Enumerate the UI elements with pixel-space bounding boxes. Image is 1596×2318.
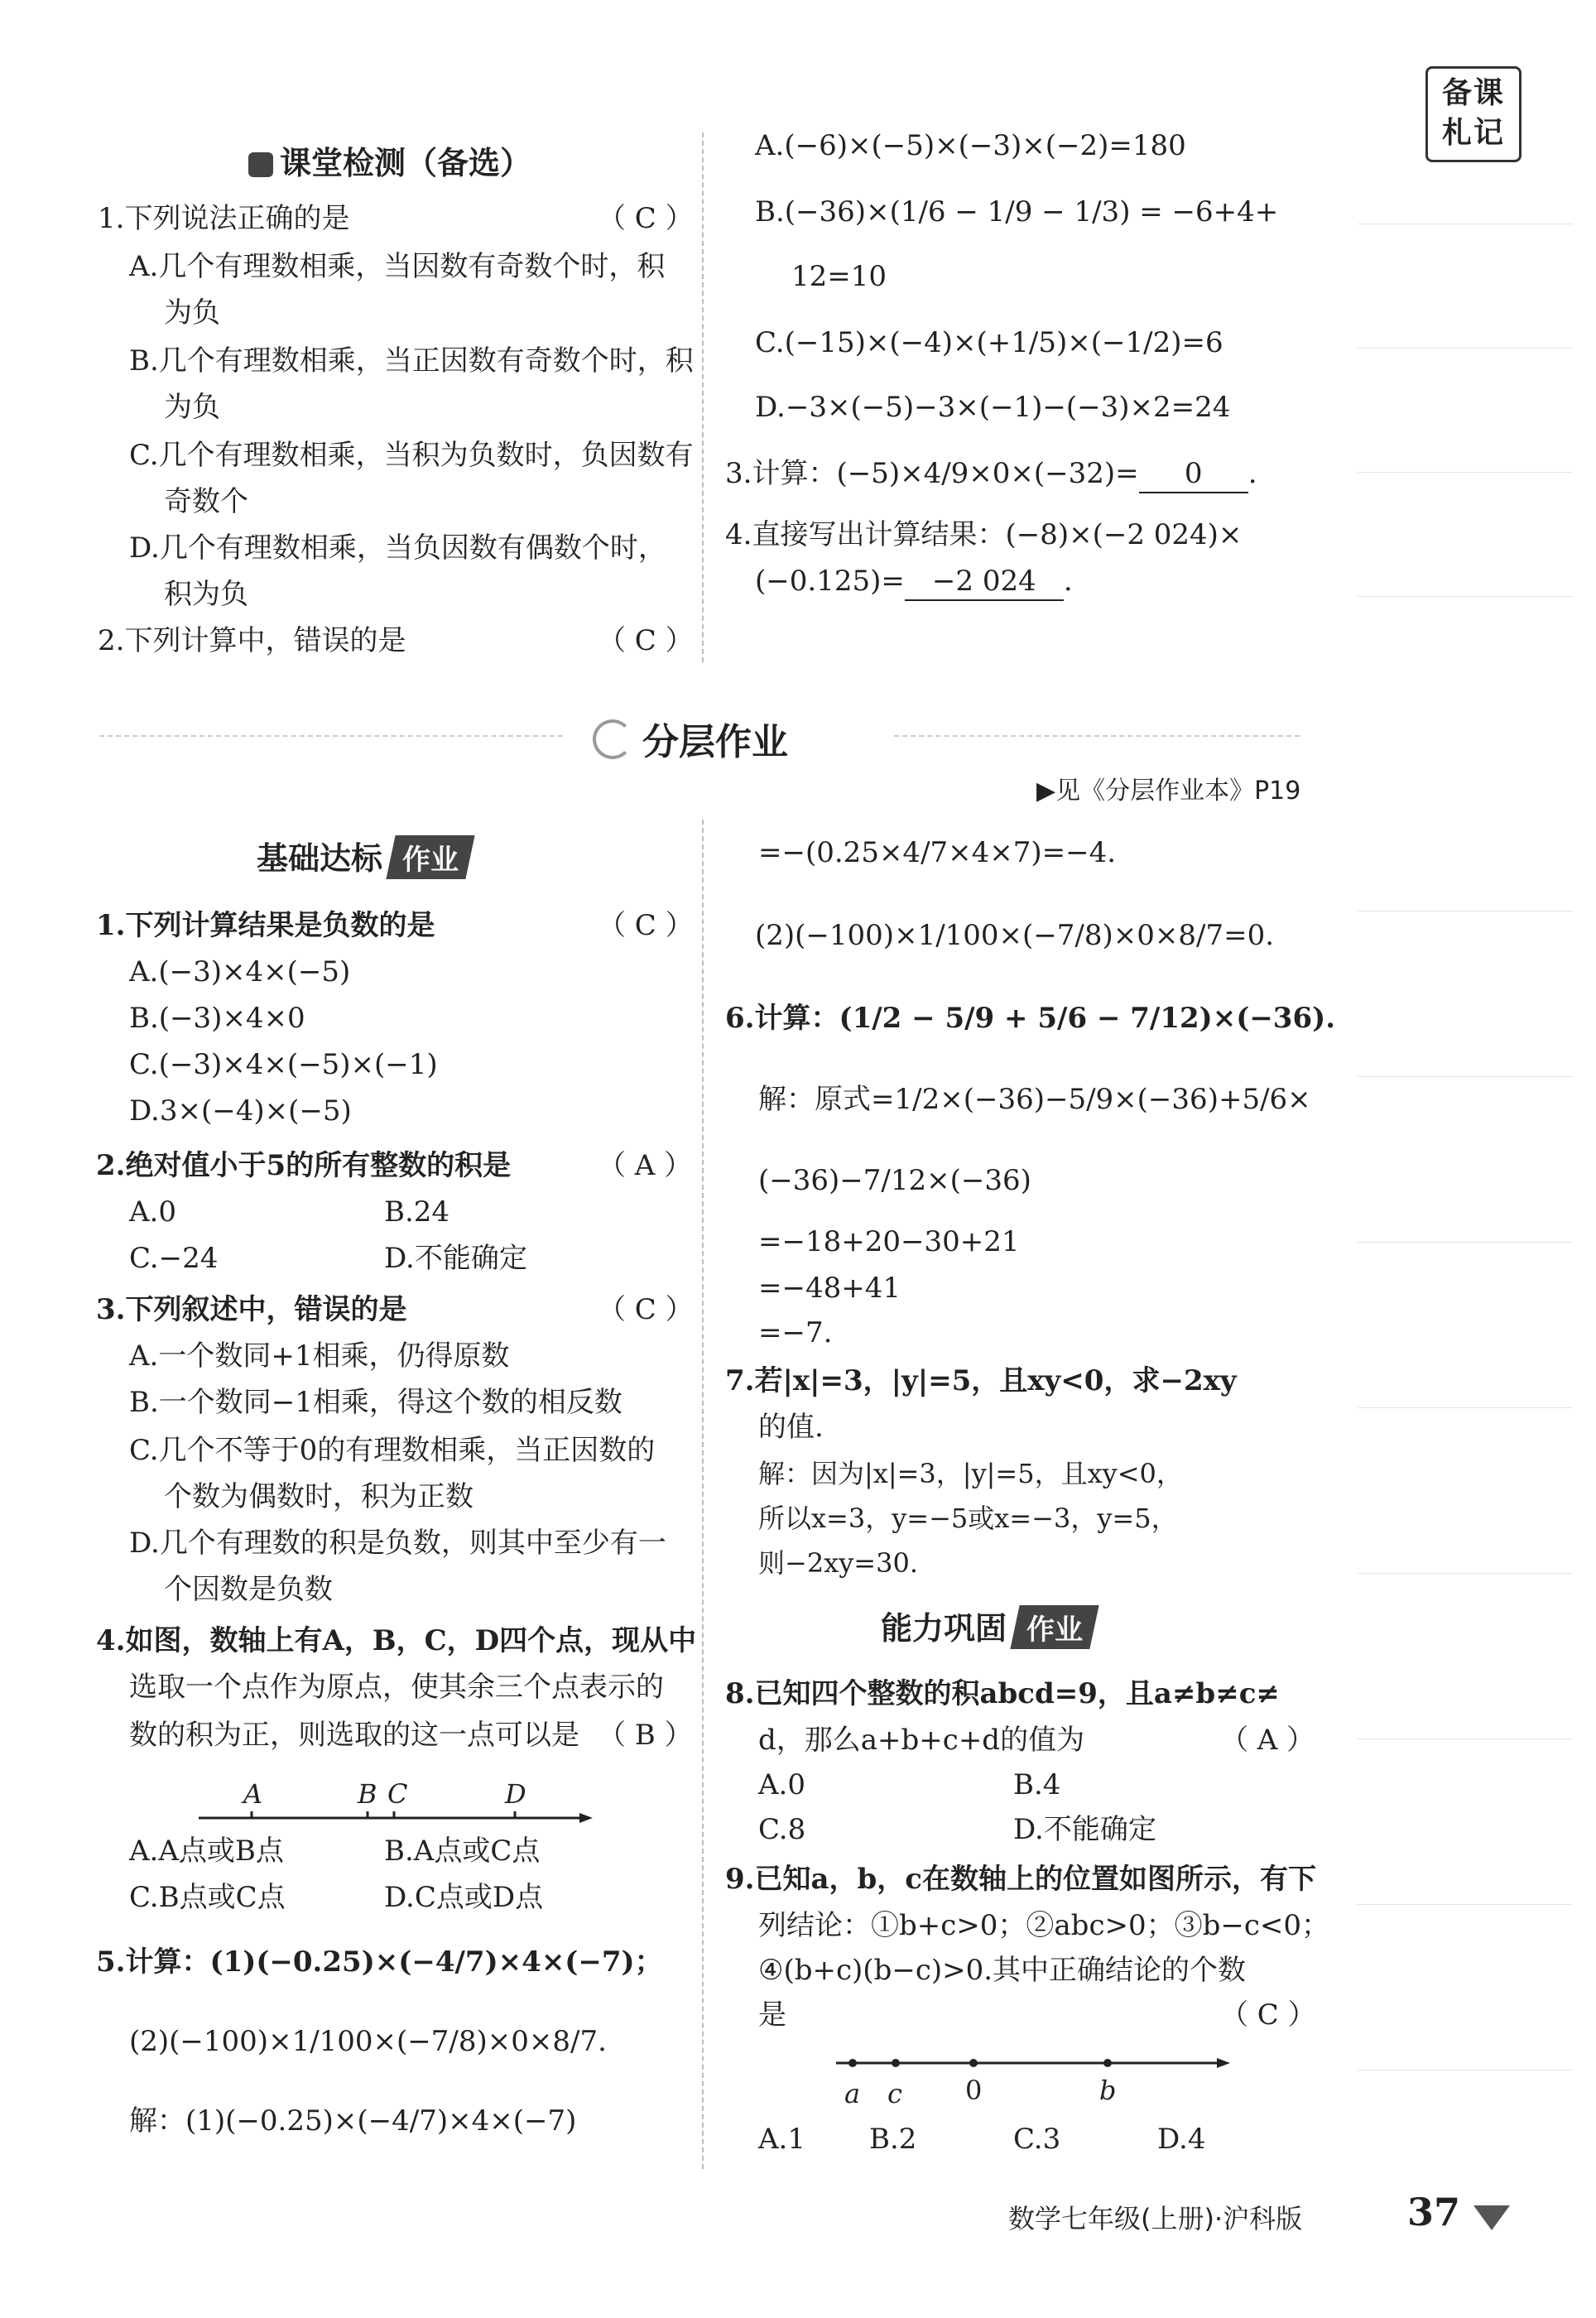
q4-option: D.C点或D点: [384, 1881, 544, 1914]
page-number: 37: [1407, 2190, 1461, 2234]
q3-option: D.几个有理数的积是负数，则其中至少有一: [129, 1527, 666, 1560]
notes-rule: [1358, 1904, 1573, 1905]
point-b: [1103, 2059, 1112, 2067]
point-c: [892, 2059, 900, 2067]
label-a: a: [844, 2078, 861, 2109]
q7-solution: 解：因为|x|=3，|y|=5，且xy<0，: [758, 1458, 1183, 1489]
cq4-answer: −2 024: [905, 563, 1064, 601]
banner-rule-right: [894, 735, 1300, 737]
cq1-option: C.几个有理数相乘，当积为负数时，负因数有: [129, 439, 694, 472]
label-b: b: [1099, 2075, 1117, 2106]
q1-option: C.(−3)×4×(−5)×(−1): [129, 1048, 438, 1081]
q2-option: A.0: [129, 1195, 176, 1229]
q5-solution-cont: (2)(−100)×1/100×(−7/8)×0×8/7=0.: [755, 919, 1275, 952]
notes-rule: [1358, 348, 1573, 349]
workbook-reference: ▶见《分层作业本》P19: [1036, 777, 1301, 806]
q3-option: 个数为偶数时，积为正数: [164, 1480, 474, 1513]
q3-option: C.几个不等于0的有理数相乘，当正因数的: [129, 1434, 656, 1467]
q3-option: B.一个数同−1相乘，得这个数的相反数: [129, 1386, 623, 1419]
point-a: [848, 2059, 857, 2067]
cq2-option: B.(−36)×(1/6 − 1/9 − 1/3) = −6+4+: [755, 195, 1279, 228]
cq3-stem: 3.计算：(−5)×4/9×0×(−32)= 0 .: [725, 455, 1257, 493]
cq2-option: C.(−15)×(−4)×(+1/5)×(−1/2)=6: [755, 326, 1223, 359]
q6-solution: =−18+20−30+21: [758, 1225, 1020, 1258]
q4-option: B.A点或C点: [384, 1835, 541, 1868]
q7-solution: 所以x=3，y=−5或x=−3，y=5，: [758, 1503, 1178, 1534]
q6-solution: 解：原式=1/2×(−36)−5/9×(−36)+5/6×: [758, 1083, 1311, 1116]
label-c: C: [387, 1778, 408, 1810]
check-icon: [248, 152, 273, 177]
q8-line: 8.已知四个整数的积abcd=9，且a≠b≠c≠: [725, 1677, 1280, 1710]
q5-solution: 解：(1)(−0.25)×(−4/7)×4×(−7): [129, 2104, 577, 2138]
notes-rule: [1358, 472, 1573, 473]
q5-line: (2)(−100)×1/100×(−7/8)×0×8/7.: [129, 2025, 607, 2058]
q4-line: 4.如图，数轴上有A，B，C，D四个点，现从中: [96, 1624, 697, 1657]
cq1-stem: 1.下列说法正确的是: [98, 202, 350, 235]
q4-option: A.A点或B点: [129, 1835, 284, 1868]
q1-option: D.3×(−4)×(−5): [129, 1094, 352, 1128]
q5-solution-cont: =−(0.25×4/7×4×7)=−4.: [758, 836, 1117, 869]
basic-section-title: 基础达标 作业: [257, 833, 470, 879]
q1-option: B.(−3)×4×0: [129, 1002, 305, 1035]
q2-stem: 2.绝对值小于5的所有整数的积是: [96, 1149, 512, 1182]
cq1-option: D.几个有理数相乘，当负因数有偶数个时，: [129, 531, 666, 565]
label-c: c: [887, 2078, 902, 2109]
label-a: A: [243, 1778, 263, 1810]
notes-rule: [1358, 1242, 1573, 1243]
q6-solution: =−7.: [758, 1316, 833, 1349]
q4-number-line: [190, 1772, 604, 1841]
layered-homework-title: 分层作业: [593, 712, 788, 765]
axis-arrow-icon: [579, 1813, 593, 1823]
q3-stem: 3.下列叙述中，错误的是: [96, 1293, 407, 1326]
point-zero: [969, 2059, 978, 2067]
cq1-option: 奇数个: [164, 485, 248, 518]
cq2-answer: （ C ）: [598, 624, 694, 657]
q1-answer: （ C ）: [598, 909, 694, 942]
cq1-answer: （ C ）: [598, 202, 694, 235]
notes-rule: [1358, 1573, 1573, 1574]
lesson-notes-label: 备课札记: [1441, 76, 1505, 150]
q3-option: A.一个数同+1相乘，仍得原数: [129, 1339, 510, 1373]
classroom-check-title: 课堂检测（备选）: [248, 137, 531, 183]
q2-option: D.不能确定: [384, 1242, 527, 1275]
q6-solution: (−36)−7/12×(−36): [758, 1164, 1031, 1197]
lesson-notes-box: [1425, 66, 1521, 162]
cq2-option: D.−3×(−5)−3×(−1)−(−3)×2=24: [755, 391, 1231, 424]
q4-option: C.B点或C点: [129, 1881, 286, 1914]
cq1-option: 为负: [164, 391, 220, 424]
q7-solution: 则−2xy=30.: [758, 1547, 919, 1579]
q3-option: 个因数是负数: [164, 1573, 333, 1606]
notes-rule: [1358, 1738, 1573, 1739]
q2-option: B.24: [384, 1195, 450, 1229]
q2-answer: （ A ）: [598, 1149, 693, 1182]
q9-line: 9.已知a，b，c在数轴上的位置如图所示，有下: [725, 1863, 1316, 1896]
q9-answer: （ C ）: [1220, 1998, 1316, 2032]
homework-badge: 作业: [386, 835, 474, 879]
label-zero: 0: [965, 2075, 983, 2106]
q7-line: 7.若|x|=3，|y|=5，且xy<0，求−2xy: [725, 1364, 1237, 1397]
ability-section-title: 能力巩固 作业: [881, 1603, 1094, 1649]
q9-line: 是: [758, 1998, 786, 2032]
q3-answer: （ C ）: [598, 1293, 694, 1326]
q8-option: C.8: [758, 1813, 806, 1846]
cq4-stem-2: (−0.125)= −2 024 .: [755, 563, 1073, 601]
cq2-option: A.(−6)×(−5)×(−3)×(−2)=180: [755, 129, 1186, 162]
q9-line: 列结论：①b+c>0；②abc>0；③b−c<0；: [758, 1909, 1330, 1942]
homework-badge: 作业: [1010, 1605, 1098, 1649]
corner-decoration-icon: [1473, 2205, 1510, 2230]
q7-line: 的值.: [758, 1411, 824, 1444]
label-b: B: [358, 1778, 377, 1810]
q4-line: 数的积为正，则选取的这一点可以是: [129, 1719, 579, 1752]
q2-option: C.−24: [129, 1242, 219, 1275]
q6-stem: 6.计算：(1/2 − 5/9 + 5/6 − 7/12)×(−36).: [725, 1002, 1336, 1035]
column-divider: [702, 820, 704, 2169]
cq1-option: A.几个有理数相乘，当因数有奇数个时，积: [129, 250, 666, 283]
q4-answer: （ B ）: [598, 1719, 693, 1752]
cq1-option: B.几个有理数相乘，当正因数有奇数个时，积: [129, 344, 694, 378]
q9-option: D.4: [1157, 2123, 1206, 2156]
q9-line: ④(b+c)(b−c)>0.其中正确结论的个数: [758, 1954, 1247, 1987]
cq2-stem: 2.下列计算中，错误的是: [98, 624, 406, 657]
q9-option: B.2: [869, 2123, 917, 2156]
footer-book-title: 数学七年级(上册)·沪科版: [1008, 2203, 1303, 2234]
column-divider: [702, 132, 704, 662]
label-d: D: [505, 1778, 526, 1810]
axis-arrow-icon: [1217, 2058, 1230, 2068]
q6-solution: =−48+41: [758, 1272, 901, 1305]
cq3-answer: 0: [1139, 455, 1248, 493]
banner-rule-left: [99, 735, 563, 737]
q1-stem: 1.下列计算结果是负数的是: [96, 909, 435, 942]
q8-answer: （ A ）: [1220, 1724, 1315, 1757]
cq2-option: 12=10: [791, 260, 887, 293]
swirl-icon: [593, 719, 632, 759]
q1-option: A.(−3)×4×(−5): [129, 955, 351, 988]
q9-option: A.1: [758, 2123, 805, 2156]
cq4-stem: 4.直接写出计算结果：(−8)×(−2 024)×: [725, 518, 1243, 551]
cq1-option: 积为负: [164, 578, 248, 611]
q9-option: C.3: [1013, 2123, 1061, 2156]
q8-line: d，那么a+b+c+d的值为: [758, 1724, 1085, 1757]
q8-option: B.4: [1013, 1768, 1061, 1801]
notes-rule: [1358, 1407, 1573, 1408]
q9-number-line: [828, 2038, 1242, 2116]
q4-line: 选取一个点作为原点，使其余三个点表示的: [129, 1671, 664, 1704]
q5-line: 5.计算：(1)(−0.25)×(−4/7)×4×(−7)；: [96, 1945, 663, 1979]
notes-rule: [1358, 596, 1573, 597]
cq1-option: 为负: [164, 296, 220, 329]
q8-option: D.不能确定: [1013, 1813, 1156, 1846]
notes-rule: [1358, 1076, 1573, 1077]
q8-option: A.0: [758, 1768, 805, 1801]
